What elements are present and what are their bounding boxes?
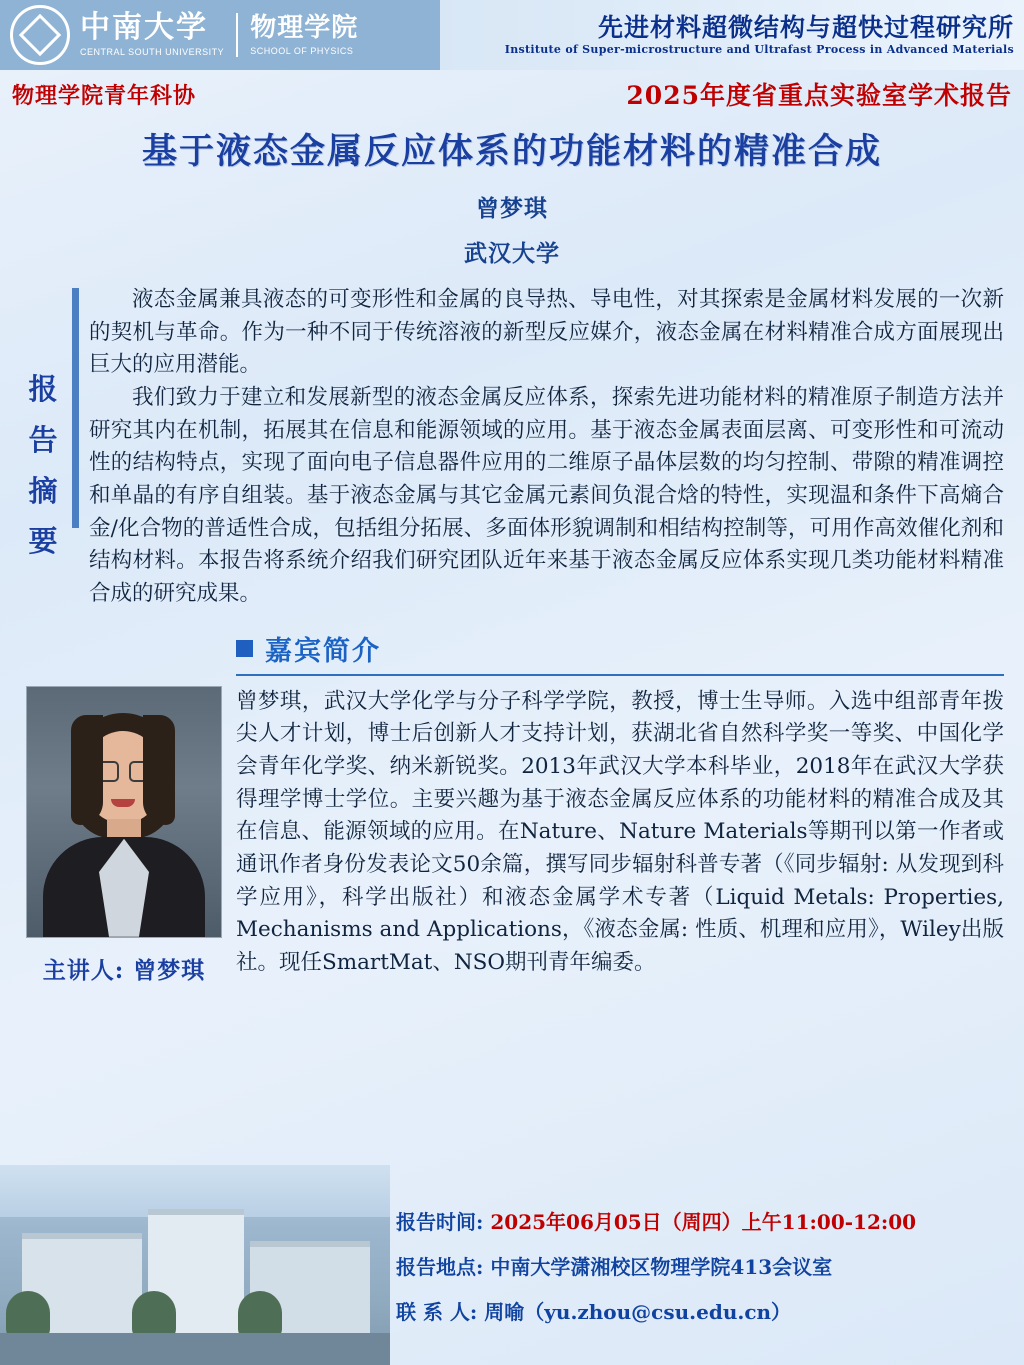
speaker-portrait [26,686,222,938]
abstract-accent-bar [72,288,79,528]
bio-heading-label: 嘉宾简介 [265,635,381,667]
speaker-photo-column [26,686,222,985]
bio-divider [236,674,1004,676]
page-header [0,0,1024,70]
event-time-value: 2025年06月05日（周四）上午11:00-12:00 [490,1210,917,1234]
bio-section [0,686,1024,985]
abstract-paragraph: 液态金属兼具液态的可变形性和金属的良导热、导电性，对其探索是金属材料发展的一次新的契机与革命。作为一种不同于传统溶液的新型反应媒介，液态金属在材料精准合成方面展现出巨大的应用潜能。 [89,287,1004,378]
event-contact-line [396,1296,1008,1325]
institute-name-en: Institute of Super-microstructure and Ultrafast Process in Advanced Materials [504,43,1014,57]
abstract-section [0,284,1024,611]
bio-heading [236,629,1004,668]
page-footer [0,1165,1024,1365]
event-contact-label: 联 系 人: [396,1300,478,1324]
abstract-label: 报 告 摘 要 [28,372,58,559]
bullet-square-icon [236,640,253,657]
banner-row [0,70,1024,114]
banner-organizer: 物理学院青年科协 [12,82,197,109]
bio-body: 曾梦琪，武汉大学化学与分子科学学院，教授，博士生导师。入选中组部青年拨尖人才计划，博士后创新人才支持计划，获湖北省自然科学奖一等奖、中国化学会青年化学奖、纳米新锐奖。2013年武汉大学本科毕业，2018年在武汉大学获得理学博士学位。主要兴趣为基于液态金属反应体系的功能材料的精准合成及其在信息、能源领域的应用。在Nature、Nature Materials等期刊以第一作者或通讯作者身份发表论文50余篇，撰写同步辐射科普专著（《同步辐射: 从发现到科学应用》，科学出版社）和液态金属学术专著（Liquid Metals: Properties, Mechanisms and Applications，《液态金属: 性质、机理和应用》，Wiley出版社。现任SmartMat、NSO期刊青年编委。 [236,688,1004,976]
campus-photo [0,1165,390,1365]
event-place-line [396,1251,1008,1280]
page-title: 基于液态金属反应体系的功能材料的精准合成 [141,131,882,172]
abstract-body [89,284,1004,611]
event-place-value: 中南大学潇湘校区物理学院413会议室 [490,1255,833,1279]
event-time-label: 报告时间: [396,1210,484,1234]
logo-divider [236,13,238,57]
event-time-line [396,1206,1008,1235]
university-name-cn: 中南大学 [80,10,208,45]
event-details [396,1206,1008,1341]
university-name-en: CENTRAL SOUTH UNIVERSITY [80,47,225,57]
speaker-name: 曾梦琪 [476,195,548,222]
event-contact-value[interactable]: 周喻（yu.zhou@csu.edu.cn） [484,1300,792,1324]
speaker-affiliation: 武汉大学 [464,240,560,267]
university-seal-icon [10,5,70,65]
school-name-en: SCHOOL OF PHYSICS [250,45,354,56]
institute-name-cn: 先进材料超微结构与超快过程研究所 [597,12,1014,42]
event-place-label: 报告地点: [396,1255,484,1279]
university-logo-block [0,0,440,70]
abstract-paragraph: 我们致力于建立和发展新型的液态金属反应体系，探索先进功能材料的精准原子制造方法并研究其内在机制，拓展其在信息和能源领域的应用。基于液态金属表面层离、可变形性和可流动性的结构特点，实现了面向电子信息器件应用的二维原子晶体层数的均匀控制、带隙的精准调控和单晶的有序自组装。基于液态金属与其它金属元素间负混合焓的特性，实现温和条件下高熵合金/化合物的普适性合成，包括组分拓展、多面体形貌调制和相结构控制等，可用作高效催化剂和结构材料。本报告将系统介绍我们研究团队近年来基于液态金属反应体系实现几类功能材料精准合成的研究成果。 [89,385,1004,607]
institute-block [440,14,1024,57]
speaker-photo-caption: 主讲人: 曾梦琪 [42,956,206,984]
banner-series-title: 2025年度省重点实验室学术报告 [626,81,1012,110]
school-name-cn: 物理学院 [250,12,359,43]
